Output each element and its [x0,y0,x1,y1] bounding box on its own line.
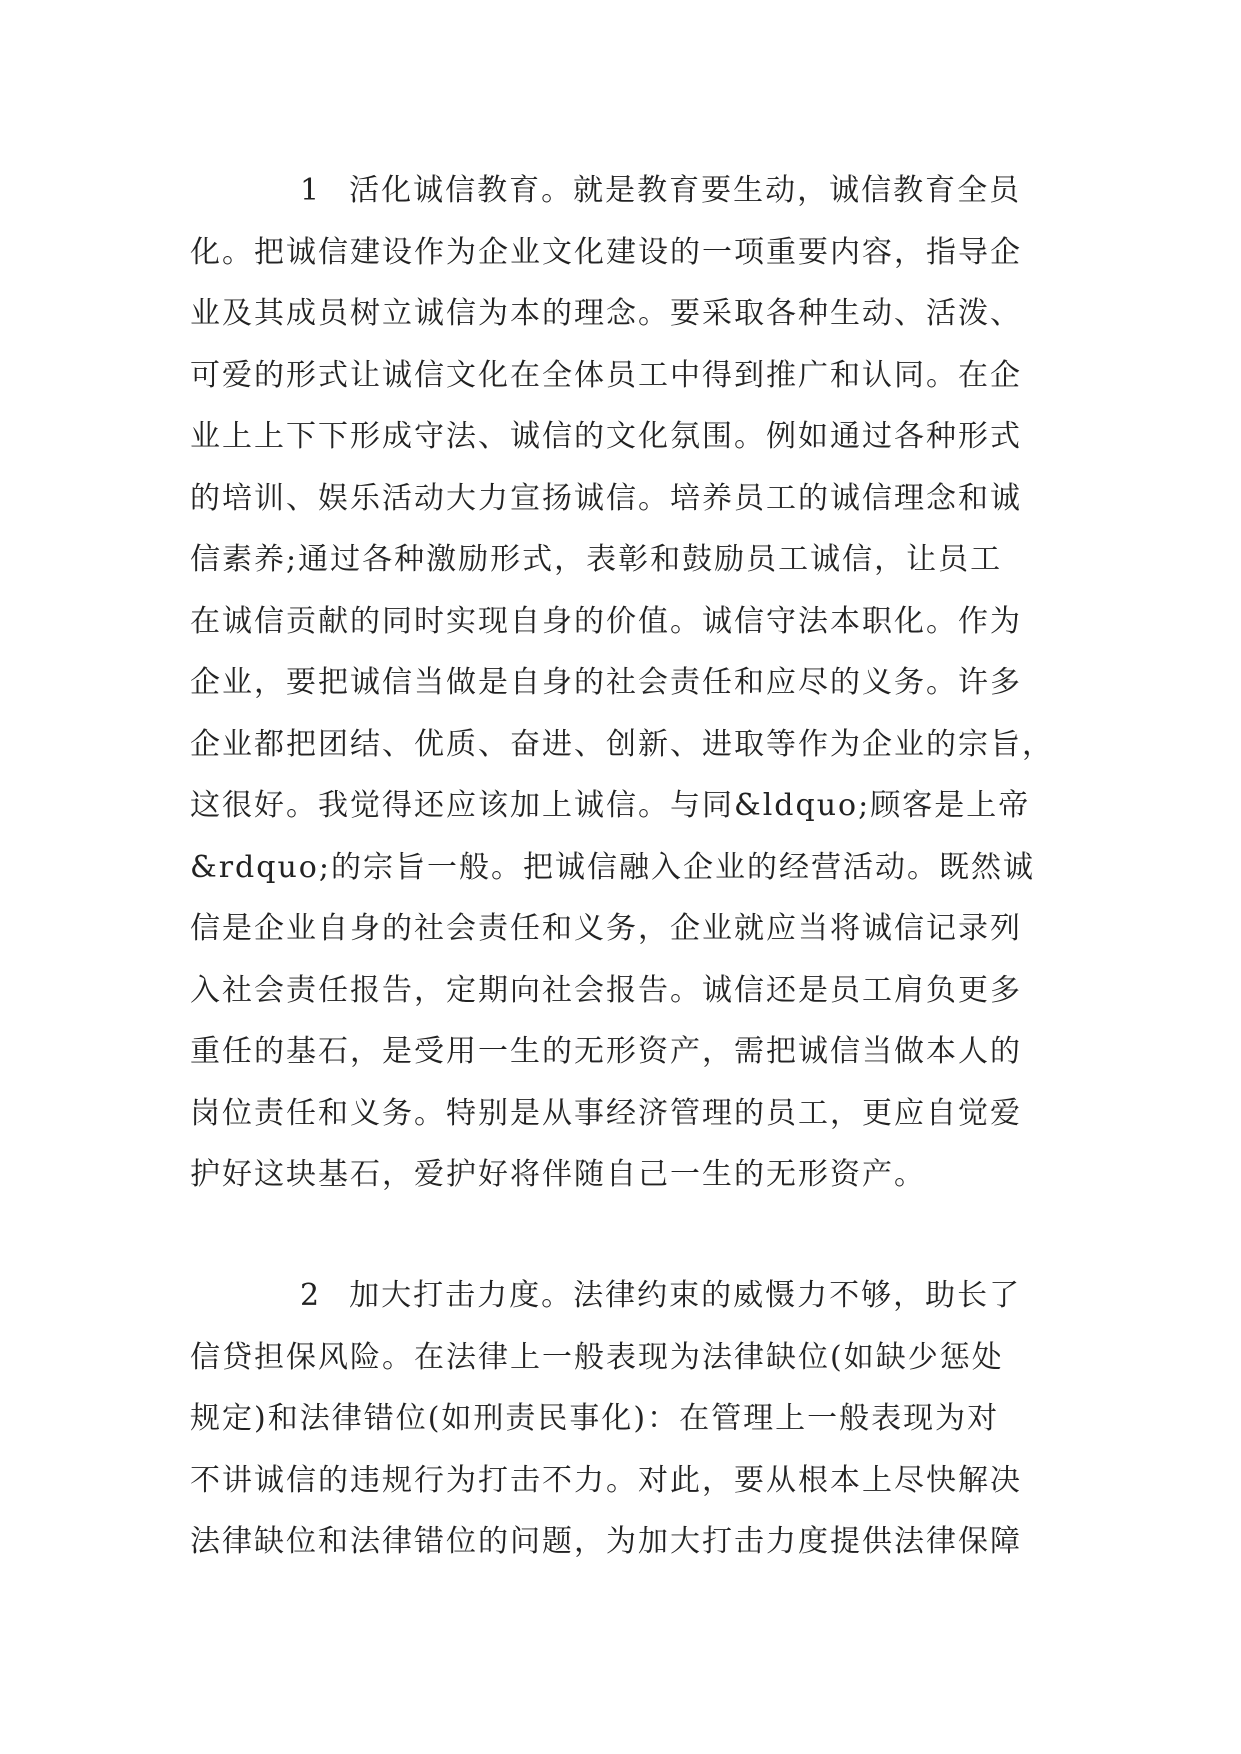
line-text: 企业都把团结、优质、奋进、创新、进取等作为企业的宗旨， [190,726,1054,762]
paragraph-line [190,406,1070,468]
line-text: 重任的基石，是受用一生的无形资产，需把诚信当做本人的 [190,1034,1022,1069]
paragraph-line [190,1327,1070,1389]
line-text: 岗位责任和义务。特别是从事经济管理的员工，更应自觉爱 [190,1095,1022,1131]
paragraph-line [190,898,1070,960]
paragraph-line [190,529,1070,591]
line-text: 在诚信贡献的同时实现自身的价值。诚信守法本职化。作为 [190,603,1022,639]
paragraph-line [190,960,1070,1022]
line-text: 信素养;通过各种激励形式，表彰和鼓励员工诚信，让员工 [190,542,1003,577]
line-text: 可爱的形式让诚信文化在全体员工中得到推广和认同。在企 [190,357,1022,393]
paragraph-first-line [190,160,1070,222]
line-text: 信贷担保风险。在法律上一般表现为法律缺位(如缺少惩处 [190,1339,1004,1375]
paragraph-line [190,837,1070,899]
paragraph-line [190,1021,1070,1083]
paragraph-line [190,1083,1070,1145]
paragraph-number: 2 [300,1278,322,1313]
line-text: 加大打击力度。法律约束的威慑力不够，助长了 [349,1278,1022,1313]
paragraph-line [190,1388,1070,1450]
paragraph-line [190,222,1070,284]
line-text: 活化诚信教育。就是教育要生动，诚信教育全员 [349,173,1022,208]
line-text: 企业，要把诚信当做是自身的社会责任和应尽的义务。许多 [190,665,1022,700]
line-text: 的培训、娱乐活动大力宣扬诚信。培养员工的诚信理念和诚 [190,480,1022,516]
line-text: 入社会责任报告，定期向社会报告。诚信还是员工肩负更多 [190,972,1022,1008]
line-text: &rdquo;的宗旨一般。把诚信融入企业的经营活动。既然诚 [190,849,1035,885]
line-text: 化。把诚信建设作为企业文化建设的一项重要内容，指导企 [190,234,1022,270]
paragraph-line [190,1144,1070,1206]
line-text: 业上上下下形成守法、诚信的文化氛围。例如通过各种形式 [190,419,1022,454]
line-text: 法律缺位和法律错位的问题，为加大打击力度提供法律保障 [190,1524,1022,1559]
paragraph-1 [190,160,1070,1206]
paragraph-first-line [190,1265,1070,1327]
paragraph-line [190,1511,1070,1573]
line-text: 这很好。我觉得还应该加上诚信。与同&ldquo;顾客是上帝 [190,788,1031,823]
paragraph-2 [190,1265,1070,1573]
paragraph-line [190,283,1070,345]
line-text: 不讲诚信的违规行为打击不力。对此，要从根本上尽快解决 [190,1462,1022,1498]
paragraph-line [190,775,1070,837]
paragraph-line [190,652,1070,714]
paragraph-line [190,1450,1070,1512]
line-text: 护好这块基石，爱护好将伴随自己一生的无形资产。 [190,1157,926,1192]
paragraph-line [190,714,1070,776]
line-text: 业及其成员树立诚信为本的理念。要采取各种生动、活泼、 [190,296,1022,331]
paragraph-line [190,468,1070,530]
paragraph-line [190,345,1070,407]
line-text: 信是企业自身的社会责任和义务，企业就应当将诚信记录列 [190,911,1022,946]
paragraph-line [190,591,1070,653]
paragraph-number: 1 [300,173,322,208]
line-text: 规定)和法律错位(如刑责民事化)：在管理上一般表现为对 [190,1401,1000,1436]
